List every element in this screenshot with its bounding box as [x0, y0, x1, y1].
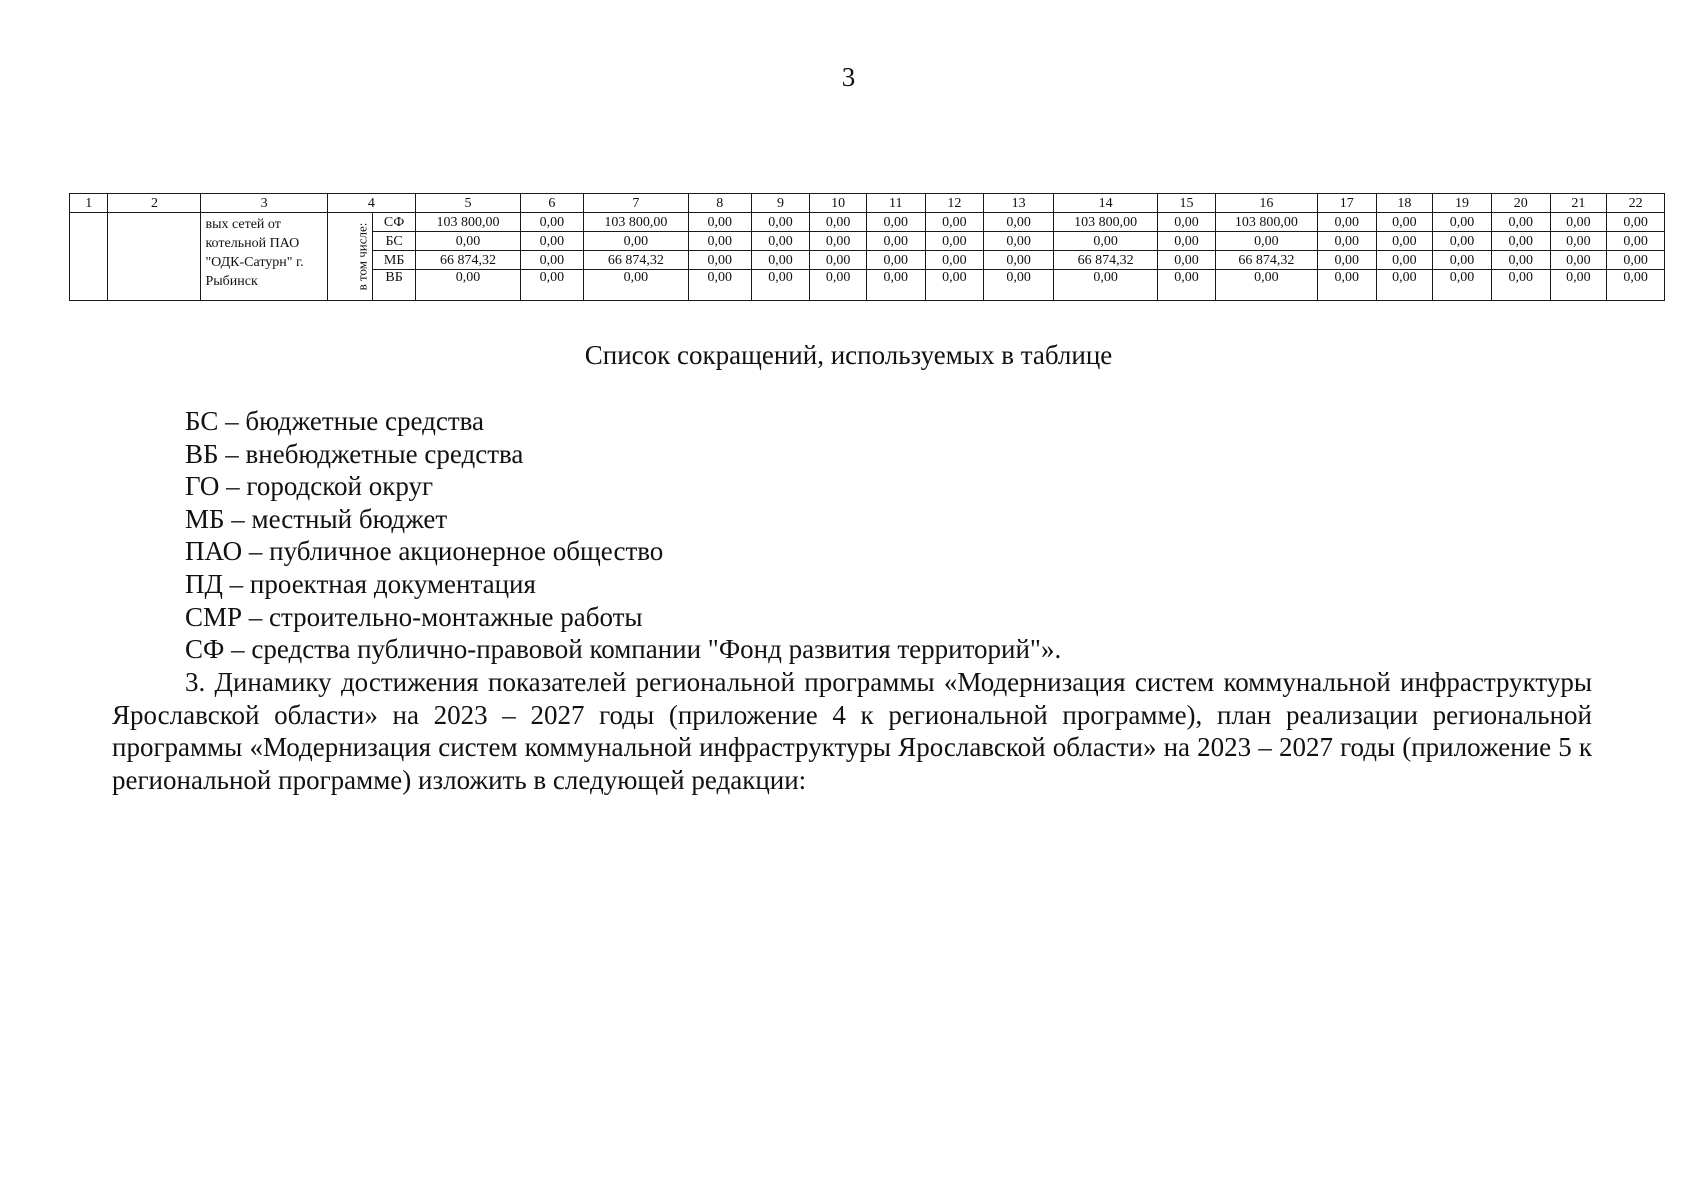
header-cell: 16	[1215, 194, 1317, 213]
value-cell: 0,00	[984, 213, 1054, 232]
header-cell: 21	[1550, 194, 1607, 213]
abbreviation-item: СФ – средства публично-правовой компании "Фонд развития территорий"».	[185, 634, 1062, 665]
value-cell: 0,00	[1053, 270, 1157, 301]
abbreviation-item: ПАО – публичное акционерное общество	[185, 536, 664, 567]
value-cell: 0,00	[1317, 270, 1376, 301]
header-cell: 22	[1607, 194, 1665, 213]
value-cell: 0,00	[1491, 213, 1550, 232]
value-cell: 0,00	[688, 213, 751, 232]
value-cell: 0,00	[984, 251, 1054, 270]
value-cell: 0,00	[1433, 251, 1492, 270]
financing-table	[69, 193, 1665, 301]
value-cell: 0,00	[688, 251, 751, 270]
header-cell: 15	[1158, 194, 1216, 213]
value-cell: 0,00	[925, 232, 984, 251]
header-cell: 4	[327, 194, 415, 213]
value-cell: 0,00	[810, 213, 867, 232]
abbreviation-item: БС – бюджетные средства	[185, 406, 485, 436]
header-cell: 18	[1376, 194, 1433, 213]
value-cell: 0,00	[1433, 232, 1492, 251]
header-cell: 19	[1433, 194, 1492, 213]
value-cell: 0,00	[688, 232, 751, 251]
header-cell: 9	[751, 194, 810, 213]
header-cell: 8	[688, 194, 751, 213]
value-cell: 0,00	[1550, 251, 1607, 270]
value-cell: 0,00	[751, 232, 810, 251]
value-cell: 66 874,32	[415, 251, 520, 270]
abbreviation-item: МБ – местный бюджет	[185, 503, 448, 534]
value-cell: 0,00	[1376, 213, 1433, 232]
value-cell: 0,00	[1433, 270, 1492, 301]
value-cell: 103 800,00	[415, 213, 520, 232]
value-cell: 0,00	[1317, 251, 1376, 270]
empty-cell	[108, 213, 201, 301]
value-cell: 0,00	[1550, 232, 1607, 251]
value-cell: 0,00	[1053, 232, 1157, 251]
rotated-label-cell	[327, 213, 373, 301]
value-cell: 0,00	[1215, 232, 1317, 251]
paragraph-3: 3. Динамику достижения показателей региональной программы «Модернизация систем коммунальной инфраструктуры Ярославской области» на 2023 – 2027 годы (приложение 4 к региональной программе), план реализации региональной программы «Модернизация систем коммунальной инфраструктуры Ярославской области» на 2023 – 2027 годы (приложение 5 к региональной программе) изложить в следующей редакции:	[112, 667, 1592, 795]
header-cell: 2	[108, 194, 201, 213]
value-cell: 0,00	[1607, 251, 1665, 270]
source-code-cell: СФ	[373, 213, 415, 232]
value-cell: 0,00	[1376, 251, 1433, 270]
abbreviations-list	[185, 405, 1061, 666]
header-cell: 20	[1491, 194, 1550, 213]
value-cell: 103 800,00	[1215, 213, 1317, 232]
value-cell: 0,00	[1491, 251, 1550, 270]
value-cell: 0,00	[984, 232, 1054, 251]
source-code-cell: ВБ	[373, 270, 415, 301]
value-cell: 0,00	[521, 213, 584, 232]
abbreviations-title: Список сокращений, используемых в таблице	[584, 340, 1113, 370]
value-cell: 0,00	[1607, 270, 1665, 301]
value-cell: 0,00	[810, 251, 867, 270]
header-cell: 3	[201, 194, 327, 213]
header-cell: 6	[521, 194, 584, 213]
value-cell: 0,00	[1550, 213, 1607, 232]
value-cell: 0,00	[415, 270, 520, 301]
object-name-cell: вых сетей от котельной ПАО "ОДК-Сатурн" г. Рыбинск	[201, 213, 327, 301]
table-row	[70, 213, 1665, 232]
header-cell: 1	[70, 194, 108, 213]
value-cell: 0,00	[521, 251, 584, 270]
value-cell: 0,00	[1607, 232, 1665, 251]
value-cell: 0,00	[1550, 270, 1607, 301]
header-cell: 5	[415, 194, 520, 213]
value-cell: 0,00	[1158, 213, 1216, 232]
value-cell: 66 874,32	[1053, 251, 1157, 270]
value-cell: 0,00	[1376, 270, 1433, 301]
value-cell: 0,00	[866, 251, 925, 270]
value-cell: 66 874,32	[583, 251, 688, 270]
value-cell: 0,00	[1433, 213, 1492, 232]
value-cell: 0,00	[688, 270, 751, 301]
abbreviation-item: ГО – городской округ	[185, 471, 434, 502]
value-cell: 0,00	[1491, 232, 1550, 251]
rotated-label: в том числе:	[354, 222, 370, 290]
value-cell: 0,00	[751, 213, 810, 232]
value-cell: 0,00	[415, 232, 520, 251]
value-cell: 0,00	[751, 251, 810, 270]
value-cell: 0,00	[1607, 213, 1665, 232]
value-cell: 0,00	[1158, 232, 1216, 251]
value-cell: 0,00	[583, 270, 688, 301]
value-cell: 0,00	[751, 270, 810, 301]
header-cell: 7	[583, 194, 688, 213]
value-cell: 103 800,00	[583, 213, 688, 232]
value-cell: 0,00	[984, 270, 1054, 301]
empty-cell	[70, 213, 108, 301]
source-code-cell: БС	[373, 232, 415, 251]
header-cell: 11	[866, 194, 925, 213]
header-cell: 13	[984, 194, 1054, 213]
value-cell: 0,00	[1317, 213, 1376, 232]
value-cell: 0,00	[583, 232, 688, 251]
abbreviation-item: СМР – строительно-монтажные работы	[185, 601, 643, 632]
value-cell: 0,00	[810, 270, 867, 301]
abbreviation-item: ВБ – внебюджетные средства	[185, 438, 524, 469]
value-cell: 0,00	[866, 213, 925, 232]
value-cell: 103 800,00	[1053, 213, 1157, 232]
value-cell: 0,00	[1158, 251, 1216, 270]
table-header-row	[70, 194, 1665, 213]
source-code-cell: МБ	[373, 251, 415, 270]
value-cell: 0,00	[925, 270, 984, 301]
value-cell: 0,00	[521, 270, 584, 301]
value-cell: 0,00	[521, 232, 584, 251]
value-cell: 0,00	[1491, 270, 1550, 301]
header-cell: 14	[1053, 194, 1157, 213]
page-number: 3	[841, 62, 856, 92]
value-cell: 0,00	[925, 251, 984, 270]
value-cell: 0,00	[925, 213, 984, 232]
value-cell: 66 874,32	[1215, 251, 1317, 270]
value-cell: 0,00	[1317, 232, 1376, 251]
value-cell: 0,00	[1215, 270, 1317, 301]
header-cell: 17	[1317, 194, 1376, 213]
value-cell: 0,00	[810, 232, 867, 251]
header-cell: 12	[925, 194, 984, 213]
header-cell: 10	[810, 194, 867, 213]
value-cell: 0,00	[1158, 270, 1216, 301]
abbreviation-item: ПД – проектная документация	[185, 568, 536, 599]
value-cell: 0,00	[866, 232, 925, 251]
value-cell: 0,00	[1376, 232, 1433, 251]
value-cell: 0,00	[866, 270, 925, 301]
